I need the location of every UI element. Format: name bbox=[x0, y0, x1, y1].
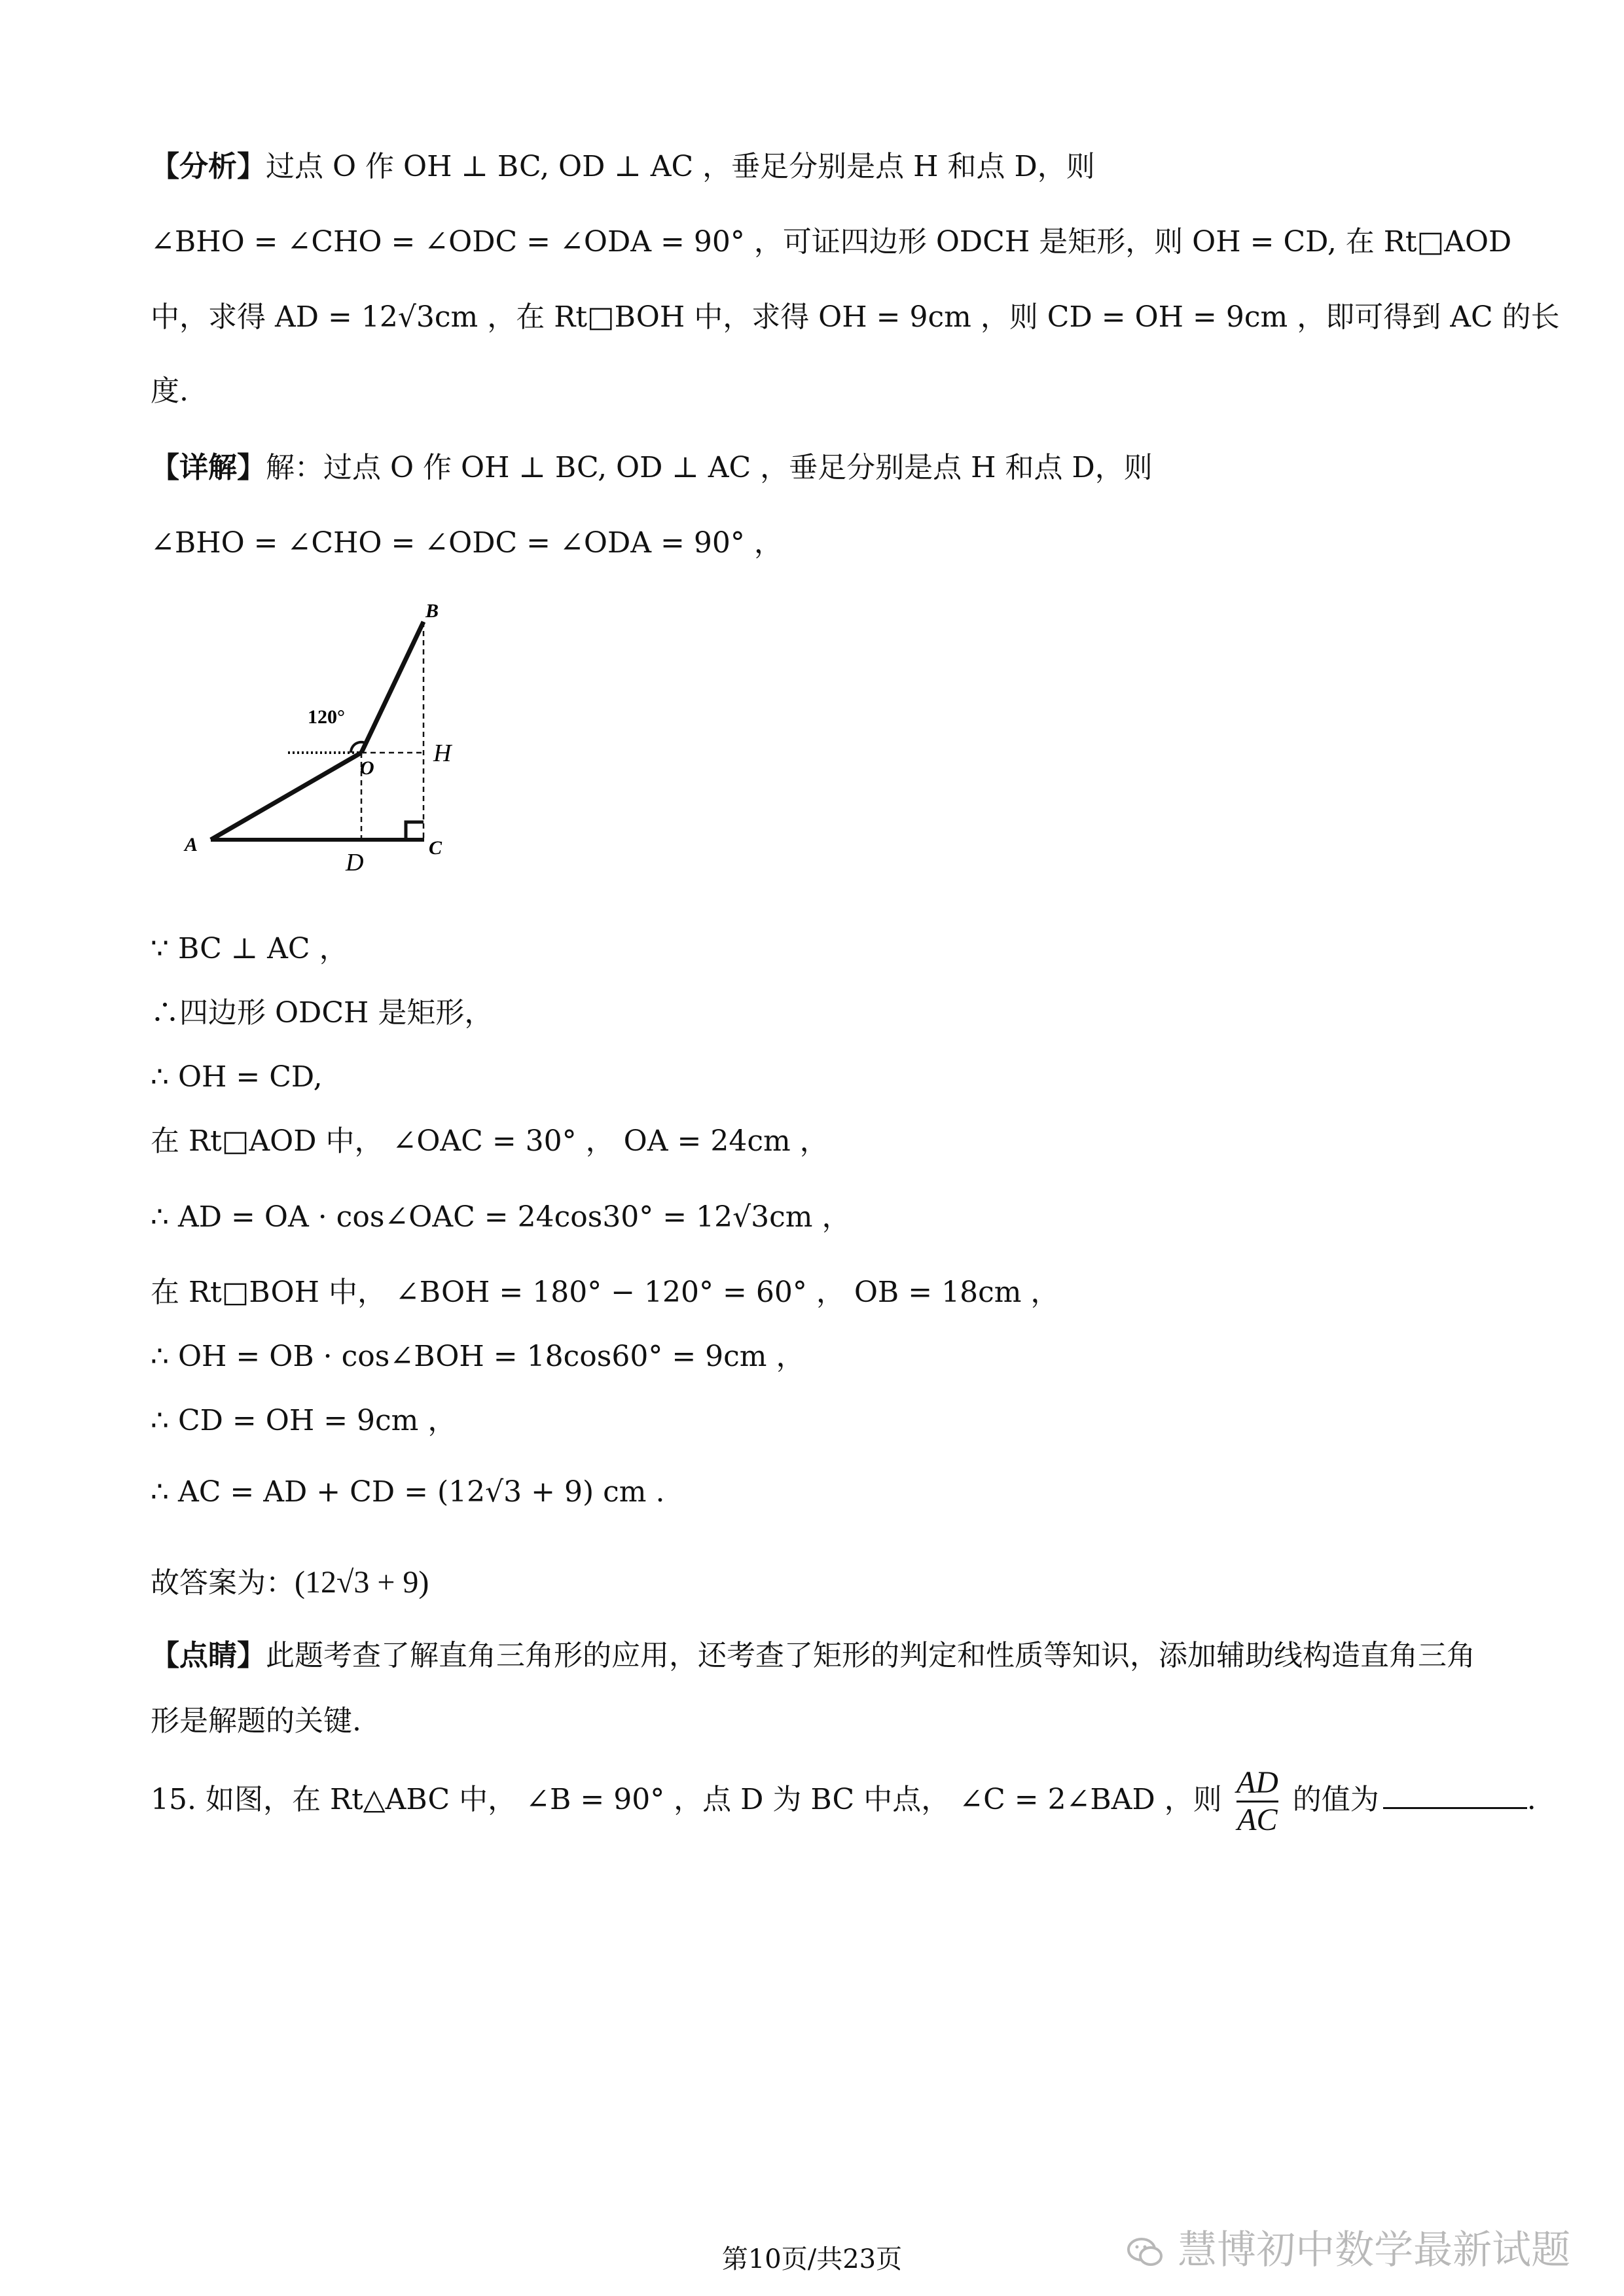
geometry-figure-svg bbox=[177, 592, 517, 880]
geometry-figure bbox=[177, 592, 517, 880]
analysis-text-1: 过点 O 作 OH ⊥ BC, OD ⊥ AC ，垂足分别是点 H 和点 D，则 bbox=[266, 150, 1095, 183]
problem-15-text: 15. 如图，在 Rt△ABC 中， ∠B = 90° ，点 D 为 BC 中点， ∠C = 2∠BAD ，则 bbox=[151, 1783, 1222, 1816]
step-5: ∴ AD = OA · cos∠OAC = 24cos30° = 12√3cm ， bbox=[151, 1200, 851, 1234]
step-1: ∵ BC ⊥ AC ， bbox=[151, 932, 348, 965]
page-footer: 第10页/共23页 bbox=[721, 2244, 903, 2274]
label-o: O bbox=[360, 757, 374, 779]
answer-label: 故答案为： bbox=[151, 1566, 295, 1600]
comment-line-1 bbox=[151, 1636, 1479, 1676]
label-c: C bbox=[429, 837, 442, 859]
fraction-numerator: AD bbox=[1236, 1765, 1278, 1803]
answer-blank bbox=[1383, 1807, 1527, 1809]
problem-15-fraction bbox=[1236, 1765, 1278, 1838]
segment-ao bbox=[211, 753, 361, 840]
wechat-icon bbox=[1126, 2233, 1165, 2272]
analysis-tag: 【分析】 bbox=[151, 150, 266, 183]
analysis-line-3: 中，求得 AD = 12√3cm ，在 Rt□BOH 中，求得 OH = 9cm ，则 CD = OH = 9cm ，即可得到 AC 的长 bbox=[151, 300, 1560, 334]
label-h: H bbox=[433, 740, 452, 767]
comment-text-1: 此题考查了解直角三角形的应用，还考查了矩形的判定和性质等知识，添加辅助线构造直角三角 bbox=[266, 1639, 1475, 1672]
segment-ob bbox=[361, 622, 424, 753]
step-6: 在 Rt□BOH 中， ∠BOH = 180° − 120° = 60° ， OB = 18cm ， bbox=[151, 1276, 1060, 1309]
step-3: ∴ OH = CD, bbox=[151, 1060, 323, 1094]
watermark bbox=[1126, 2219, 1570, 2275]
step-9: ∴ AC = AD + CD = (12√3 + 9) cm . bbox=[151, 1475, 665, 1509]
step-7: ∴ OH = OB · cos∠BOH = 18cos60° = 9cm ， bbox=[151, 1340, 805, 1373]
comment-tag: 【点睛】 bbox=[151, 1639, 266, 1672]
detail-text-1: 解：过点 O 作 OH ⊥ BC, OD ⊥ AC ，垂足分别是点 H 和点 D，则 bbox=[266, 451, 1153, 484]
step-4: 在 Rt□AOD 中， ∠OAC = 30° ， OA = 24cm ， bbox=[151, 1124, 829, 1158]
problem-15 bbox=[151, 1761, 1536, 1839]
step-8: ∴ CD = OH = 9cm ， bbox=[151, 1404, 457, 1437]
label-angle-120: 120° bbox=[308, 706, 345, 728]
detail-tag: 【详解】 bbox=[151, 451, 266, 484]
fraction-denominator: AC bbox=[1237, 1803, 1278, 1837]
detail-line-1 bbox=[151, 448, 1479, 488]
analysis-line-4: 度. bbox=[151, 374, 189, 408]
comment-line-2: 形是解题的关键. bbox=[151, 1704, 361, 1738]
problem-15-tail: 的值为 bbox=[1292, 1783, 1379, 1816]
answer-line bbox=[151, 1563, 1479, 1603]
step-2: ∴四边形 ODCH 是矩形， bbox=[151, 996, 494, 1030]
analysis-line-1 bbox=[151, 147, 1479, 187]
label-b: B bbox=[425, 600, 439, 622]
label-a: A bbox=[185, 834, 198, 855]
problem-15-period: . bbox=[1526, 1783, 1536, 1816]
label-d: D bbox=[346, 849, 364, 876]
answer-value: (12√3 + 9) bbox=[295, 1565, 429, 1600]
detail-line-2: ∠BHO = ∠CHO = ∠ODC = ∠ODA = 90° ， bbox=[151, 526, 783, 560]
analysis-line-2: ∠BHO = ∠CHO = ∠ODC = ∠ODA = 90° ，可证四边形 ODCH 是矩形，则 OH = CD, 在 Rt□AOD bbox=[151, 225, 1512, 259]
watermark-text: 慧博初中数学最新试题 bbox=[1178, 2227, 1571, 2273]
right-angle-mark bbox=[406, 822, 424, 840]
